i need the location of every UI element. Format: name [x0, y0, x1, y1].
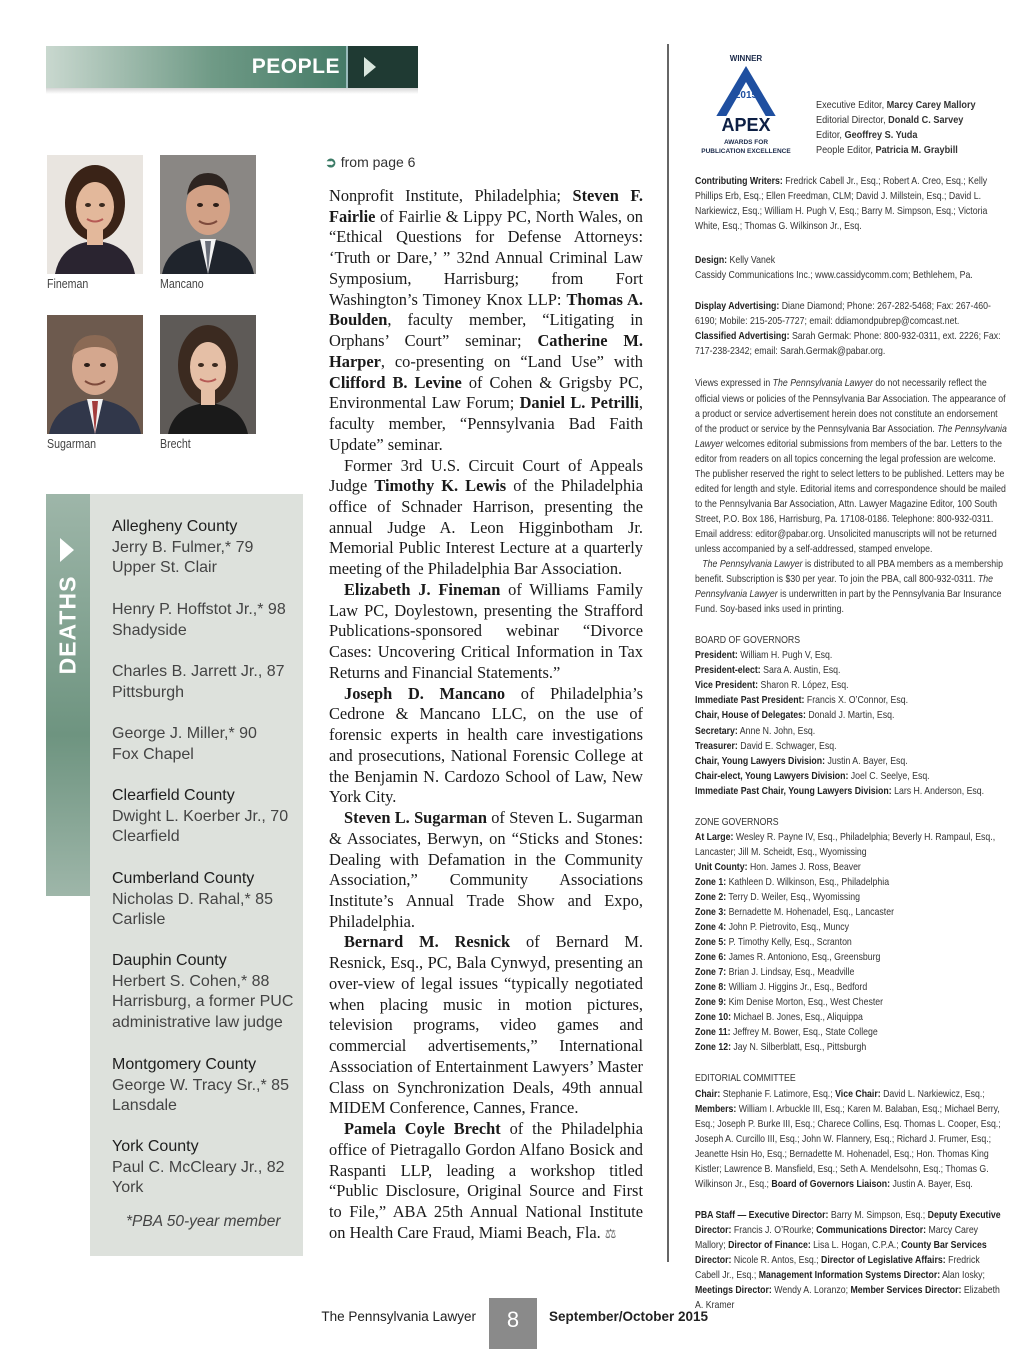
pba-staff: PBA Staff — Executive Director: Barry M. Simpson, Esq.; Deputy Executive Director: Francis J. O’Rourke; Communications Director: Marcy Carey Mallory; Director of Finance: Lisa L. Hogan, C.P.A.; County Bar Services Director: Nicole R. Antos, Esq.; Director of Legislative Affairs: Fredrick Cabell Jr., Esq.; Management Information Systems Director: Alan Iosky; Meetings Director: Wendy A. Loranzo; Member Services Director: Elizabeth A. Kramer — [695, 1209, 1001, 1312]
apex-name: APEX — [721, 115, 771, 135]
death-place: Harrisburg, a former PUC — [112, 993, 294, 1011]
death-name: Herbert S. Cohen,* 88 — [112, 972, 270, 990]
death-place: Carlisle — [112, 911, 166, 929]
zone-governors: ZONE GOVERNORS At Large: Wesley R. Payne IV, Esq., Philadelphia; Beverly H. Rampaul, Esq., Lancaster; Jill M. Scheidt, Esq., Wyomissing Unit County: Hon. James J. Ross, Beaver Zone 1: Kathleen D. Wilkinson, Esq., Philadelphia Zone 2: Terry D. Weiler, Esq., Wyomissing Zone 3: Bernadette M. Hohenadel, Esq., Lancaster Zone 4: John P. Pietrovito, Esq., Muncy Zone 5: P. Timothy Kelly, Esq., Scranton Zone 6: James R. Antoniono, Esq., Greensburg Zone 7: Brian J. Lindsay, Esq., Meadville Zone 8: William J. Higgins Jr., Esq., Bedford Zone 9: Kim Denise Morton, Esq., West Chester Zone 10: Michael B. Jones, Esq., Aliquippa Zone 11: Jeffrey M. Bower, Esq., State College Zone 12: Jay N. Silberblatt, Esq., Pittsburgh — [695, 816, 996, 1054]
mancano-photo — [160, 155, 256, 274]
article-paragraph: Elizabeth J. Fineman of Williams Family Law PC, Doylestown, presenting the Strafford Publications-sponsored webinar “Divorce Cases: Uncovering Critical Information in Tax Returns and Financial Statements.” — [329, 579, 643, 682]
article-paragraph: Nonprofit Institute, Philadelphia; Steven F. Fairlie of Fairlie & Lippy PC, North Wales, on “Ethical Questions for Defense Attorneys: ‘Truth or Dare,’ ” 32nd Annual Criminal Law Symposium, Harrisburg; from Fort Washington’s Timoney Knox LLP: Thomas A. Boulden, faculty member, “Litigating in Orphans’ Court” seminar; Catherine M. Harper, co-presenting on “Land Use” with Clifford B. Levine of Cohen & Grigsby PC, Environmental Law Forum; Daniel L. Petrilli, faculty member, “Pennsylvania Bad Faith Update” seminar. — [329, 186, 643, 454]
death-entry — [112, 517, 253, 579]
county-name: Montgomery County — [112, 1056, 257, 1073]
death-entry — [112, 662, 285, 703]
sugarman-photo — [47, 315, 143, 434]
footer-publication: The Pennsylvania Lawyer — [321, 1309, 476, 1324]
county-name: York County — [112, 1138, 199, 1155]
photo-caption: Sugarman — [47, 437, 97, 451]
editorial-committee: EDITORIAL COMMITTEE Chair: Stephanie F. Latimore, Esq.; Vice Chair: David L. Narkiewicz, Esq.; Members: William I. Arbuckle III, Esq.; Karen M. Balaban, Esq.; Michael Berry, Esq.; Joseph P. Burke III, Esq.; Charece Collins, Esq. Thomas L. Cooper, Esq.; Joseph A. Curcillo III, Esq.; John W. Flannery, Esq.; Richard J. Frumer, Esq.; Jeanette Hsin Ho, Esq.; Bernadette M. Hohenadel, Esq.; Hon. Thomas King Kistler; Lawrence B. Mansfield, Esq.; Seth A. Mendelsohn, Esq.; Thomas G. Wilkinson Jr., Esq.; Board of Governors Liaison: Justin A. Bayer, Esq. — [695, 1073, 1001, 1190]
article-paragraph — [329, 1119, 643, 1244]
banner-arrow-icon — [346, 46, 418, 88]
county-name: Dauphin County — [112, 952, 227, 969]
death-entry — [112, 1055, 289, 1117]
board-of-governors: BOARD OF GOVERNORS President: William H. Pugh V, Esq. President-elect: Sara A. Austin, Esq. Vice President: Sharon R. López, Esq. Immediate Past President: Francis X. O’Connor, Esq. Chair, House of Delegates: Donald J. Martin, Esq. Secretary: Anne N. John, Esq. Treasurer: David E. Schwager, Esq. Chair, Young Lawyers Division: Justin A. Bayer, Esq. Chair-elect, Young Lawyers Division: Joel C. Seelye, Esq. Immediate Past Chair, Young Lawyers Division: Lars H. Anderson, Esq. — [695, 635, 985, 797]
article-paragraph: Bernard M. Resnick of Bernard M. Resnick, Esq., PC, Bala Cynwyd, presenting an over-view of legal issues “typically negotiated when placing music in motion pictures, television programs, video games and commercial advertisements,” International Asssociation of Entertainment Lawyers’ Master Class on Synchronization Deals, 49th annual MIDEM Conference, Cannes, France. — [329, 932, 643, 1118]
end-mark-icon: ⚖ — [604, 1225, 617, 1241]
apex-year: 2015 — [734, 90, 758, 101]
continued-from — [325, 154, 415, 171]
page-number: 8 — [489, 1298, 537, 1349]
death-place: Pittsburgh — [112, 683, 185, 701]
death-entry — [112, 951, 293, 1034]
editors-list — [816, 98, 976, 158]
article-body — [329, 186, 643, 1244]
article-paragraph: Steven L. Sugarman of Steven L. Sugarman & Associates, Berwyn, on “Sticks and Stones: Dealing with Defamation in the Community Association,” Community Associations Institute’s Annual Trade Show and Expo, Philadelphia. — [329, 808, 643, 931]
death-place: Fox Chapel — [112, 745, 194, 763]
county-name: Clearfield County — [112, 787, 235, 804]
deaths-arrow-icon — [60, 538, 74, 562]
masthead — [695, 174, 1007, 1322]
death-entry — [112, 724, 257, 765]
death-entry — [112, 786, 288, 848]
death-name: Charles B. Jarrett Jr., 87 — [112, 663, 285, 680]
design-credit: Design: Kelly Vanek Cassidy Communications Inc.; www.cassidycomm.com; Bethlehem, Pa. — [695, 255, 973, 282]
footer-issue: September/October 2015 — [549, 1309, 709, 1324]
death-place: Lansdale — [112, 1097, 177, 1115]
death-place: administrative law judge — [112, 1014, 283, 1032]
article-paragraph: Joseph D. Mancano of Philadelphia’s Cedrone & Mancano LLC, on the use of forensic experts in health care investigations and prosecutions, National Forensic College at the Benjamin N. Cardozo School of Law, New York City. — [329, 683, 643, 807]
disclaimer: Views expressed in The Pennsylvania Lawyer do not necessarily reflect the official views or policies of the Pennsylvania Bar Association. The appearance of a product or service advertisement herein does not constitute an endorsement of the product or service by the Pennsylvania Bar Association. The Pennsylvania Lawyer welcomes editorial submissions from members of the bar. Letters to the editor from readers on all topics concerning the legal profession are welcome. The publisher reserved the right to select letters to be published. Letters may be edited for length and style. Editorial items and correspondence should be mailed to the Pennsylvania Bar Association, Attn. Lawyer Magazine Editor, 100 South Street, P.O. Box 186, Harrisburg, Pa. 17108-0186. Telephone: 800-932-0311. Email address: editor@pabar.org. Unsolicited manuscripts will not be returned unless accompanied by a self-addressed, stamped envelope. The Pennsylvania Lawyer is distributed to all PBA members as a membership benefit. Subscription is $30 per year. To join the PBA, call 800-932-0311. The Pennsylvania Lawyer is underwritten in part by the Pennsylvania Bar Insurance Fund. Soy-based inks used in printing. — [695, 378, 1007, 616]
death-name: George J. Miller,* 90 — [112, 725, 257, 742]
editor-line: Editorial Director, Donald C. Sarvey — [816, 115, 964, 126]
death-place: Shadyside — [112, 621, 187, 639]
death-name: Dwight L. Koerber Jr., 70 — [112, 807, 289, 825]
brecht-photo — [160, 315, 256, 434]
death-name: George W. Tracy Sr.,* 85 — [112, 1076, 289, 1094]
column-divider — [667, 44, 669, 1262]
article-paragraph: Former 3rd U.S. Circuit Court of Appeals Judge Timothy K. Lewis of the Philadelphia office of Schnader Harrison, presenting the annual Judge A. Leon Higginbotham Jr. Memorial Public Interest Lecture at a quarterly meeting of the Philadelphia Bar Association. — [329, 455, 643, 579]
death-place: York — [112, 1179, 144, 1197]
apex-sub1: AWARDS FOR — [723, 139, 769, 146]
death-name: Nicholas D. Rahal,* 85 — [112, 890, 273, 908]
death-place: Upper St. Clair — [112, 559, 217, 577]
editor-line: People Editor, Patricia M. Graybill — [816, 145, 958, 156]
death-entry — [112, 869, 273, 931]
advertising-info: Display Advertising: Diane Diamond; Phone: 267-282-5468; Fax: 267-460-6190; Mobile: 215-205-7727; email: ddiamondpubrep@comcast.net. Classified Advertising: Sarah Germak: Phone: 800-932-0311, ext. 2226; Fax: 717-238-2342; email: Sarah.Germak@pabar.org. — [695, 301, 1001, 358]
article-paragraph-text: Pamela Coyle Brecht of the Philadelphia office of Pietragallo Gordon Alfano Bosick and Raspanti LLP, leading a workshop titled “Public Disclosure, Original Source and First to File,” ABA 25th Annual National Institute on Health Care Fraud, Miami Beach, Fla. — [329, 1119, 643, 1242]
death-place: Clearfield — [112, 828, 180, 846]
deaths-footnote: *PBA 50-year member — [126, 1213, 281, 1230]
apex-award-badge — [694, 52, 798, 162]
continued-arrow-icon: ➲ — [325, 154, 337, 170]
apex-sub2: PUBLICATION EXCELLENCE — [701, 148, 791, 155]
deaths-label-text: DEATHS — [54, 575, 81, 675]
contributing-writers: Contributing Writers: Fredrick Cabell Jr., Esq.; Robert A. Creo, Esq.; Kelly Phillips Erb, Esq.; Ellen Freedman, CLM; David J. Millstein, Esq.; David L. Narkiewicz, Esq.; William H. Pugh V, Esq.; Barry M. Simpson, Esq.; Victoria White, Esq.; Thomas G. Wilkinson Jr., Esq. — [695, 176, 988, 233]
editor-line: Editor, Geoffrey S. Yuda — [816, 130, 918, 141]
apex-winner: WINNER — [729, 54, 763, 63]
photo-caption: Fineman — [47, 277, 89, 291]
county-name: Cumberland County — [112, 870, 255, 887]
section-title: PEOPLE — [251, 55, 340, 78]
deaths-label — [44, 570, 92, 680]
death-entry — [112, 1137, 285, 1199]
photo-caption: Mancano — [160, 277, 204, 291]
editor-line: Executive Editor, Marcy Carey Mallory — [816, 100, 976, 111]
death-name: Jerry B. Fulmer,* 79 — [112, 538, 254, 556]
section-banner — [46, 46, 418, 88]
photo-caption: Brecht — [160, 437, 191, 451]
death-entry — [112, 600, 286, 641]
fineman-photo — [47, 155, 143, 274]
death-name: Henry P. Hoffstot Jr.,* 98 — [112, 601, 286, 618]
continued-text: from page 6 — [340, 154, 416, 170]
banner-shadow — [46, 88, 418, 94]
death-name: Paul C. McCleary Jr., 82 — [112, 1158, 285, 1176]
county-name: Allegheny County — [112, 518, 238, 535]
